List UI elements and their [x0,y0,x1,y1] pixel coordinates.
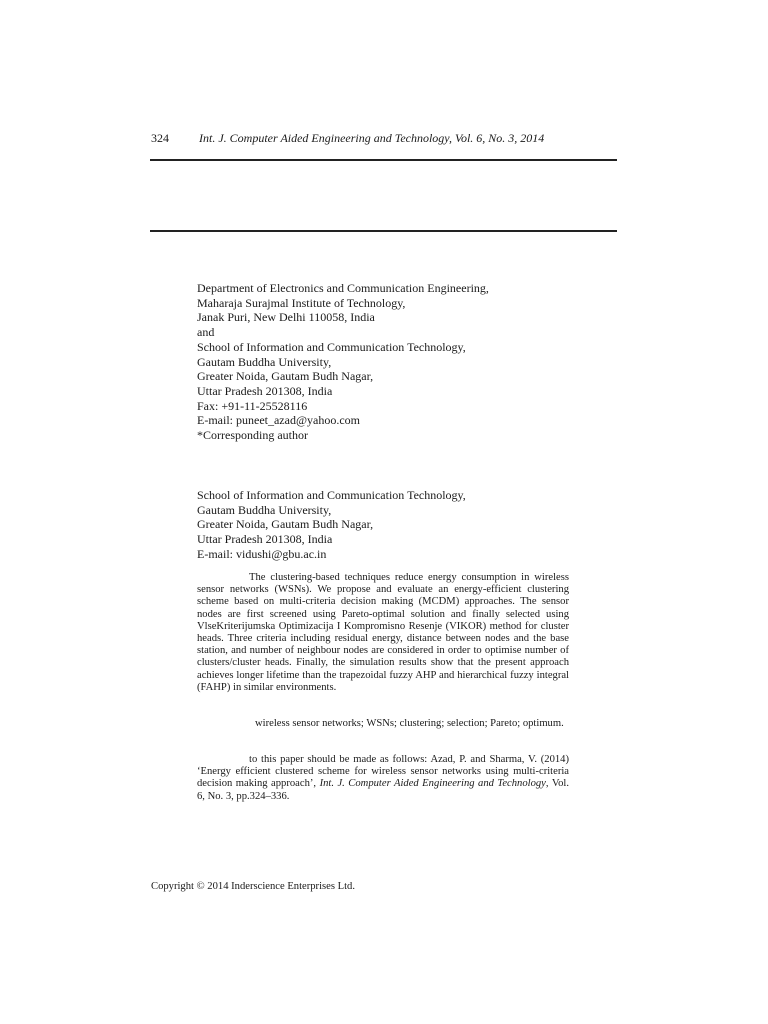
abstract-text: The clustering-based techniques reduce energy consumption in wireless sensor networks (WSNs). We propose and evaluate an energy-efficient clustering scheme based on multi-criteria decision making (MCDM) approaches. The sensor nodes are first screened using Pareto-optimal solution and finally selected using VlseKriterijumska Optimizacija I Kompromisno Resenje (VIKOR) method for cluster heads. Three criteria including residual energy, distance between nodes and the base station, and number of neighbour nodes are considered in order to optimise number of clusters/cluster heads. Finally, the simulation results show that the present approach achieves longer lifetime than the trapezoidal fuzzy AHP and hierarchical fuzzy integral (FAHP) in similar environments. [197,572,569,693]
affiliation-line: Greater Noida, Gautam Budh Nagar, [197,369,374,384]
reference-journal: Int. J. Computer Aided Engineering and Technology [319,778,546,790]
reference-tail: , Vol. 6, No. 3, pp.324–336. [197,778,570,802]
journal-title: Int. J. Computer Aided Engineering and Technology, Vol. 6, No. 3, 2014 [199,131,545,145]
reference-section [197,754,569,803]
affiliation-line: Gautam Buddha University, [197,502,332,517]
header-rule [150,159,617,161]
affiliation-line: Uttar Pradesh 201308, India [197,532,333,547]
affiliation-line: Gautam Buddha University, [197,354,332,369]
affiliation-line: Janak Puri, New Delhi 110058, India [197,310,375,325]
page-number: 324 [151,131,169,145]
affiliation-line: Greater Noida, Gautam Budh Nagar, [197,517,374,532]
affiliation-line: and [197,325,215,340]
affiliation-line: School of Information and Communication Technology, [197,339,466,354]
affiliation-block-2 [197,488,466,562]
reference-lead: to this paper should be made as follows: Azad, P. and Sharma, V. (2014) ‘Energy efficient clustered scheme for wireless sensor networks using multi-criteria decision making approach’, [197,754,569,790]
affiliation-line: Maharaja Surajmal Institute of Technology, [197,295,406,310]
affiliation-line: School of Information and Communication Technology, [197,488,466,502]
email-line: E-mail: puneet_azad@yahoo.com [197,413,360,428]
fax-line: Fax: +91-11-25528116 [197,398,308,413]
affiliation-block-1 [197,281,489,443]
title-area-rule [150,230,617,232]
keywords-section [197,718,569,730]
affiliation-line: Uttar Pradesh 201308, India [197,383,333,398]
running-header [151,130,617,146]
affiliation-line: Department of Electronics and Communication Engineering, [197,281,489,295]
abstract-section [197,572,569,694]
email-line: E-mail: vidushi@gbu.ac.in [197,546,327,561]
corresponding-author-note: *Corresponding author [197,428,308,443]
copyright-notice: Copyright © 2014 Inderscience Enterprises Ltd. [151,881,355,892]
keywords-text: wireless sensor networks; WSNs; clustering; selection; Pareto; optimum. [255,718,564,729]
